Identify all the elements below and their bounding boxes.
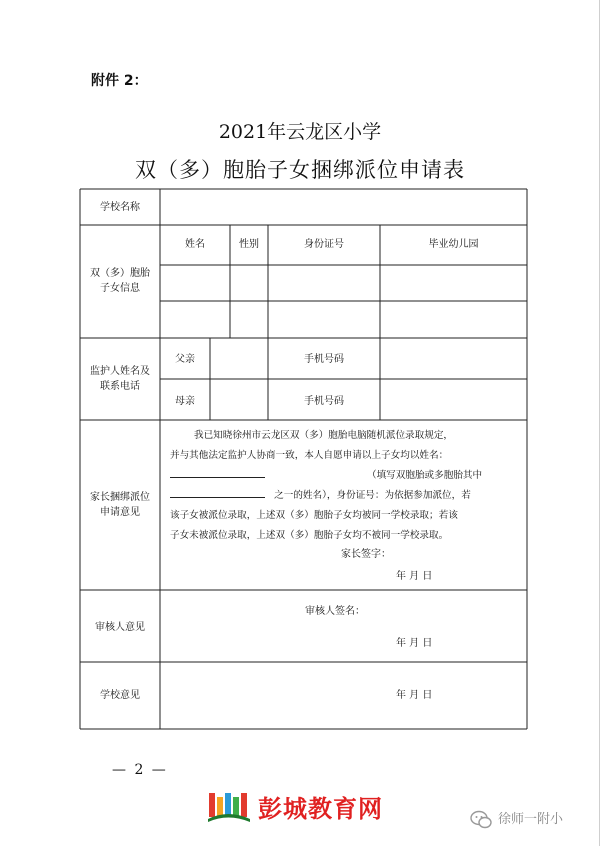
guardian-label <box>80 364 160 394</box>
parent-signature-label: 家长签字： <box>341 549 391 560</box>
statement-line-5: 该子女被派位录取，上述双（多）胞胎子女均被同一学校录取；若该 <box>170 510 458 521</box>
statement-line-3: （填写双胞胎或多胞胎其中 <box>170 466 522 486</box>
reviewer-opinion-label: 审核人意见 <box>95 622 145 633</box>
mother-phone-label: 手机号码 <box>304 396 344 407</box>
father-label: 父亲 <box>175 354 195 365</box>
children-info-label-line1: 双（多）胞胎 <box>90 268 150 279</box>
title-year-line: 2021年云龙区小学 <box>218 121 382 143</box>
reviewer-signature-label: 审核人签名： <box>305 606 365 617</box>
page-number: — 2 — <box>112 762 168 778</box>
school-name-label: 学校名称 <box>100 202 140 213</box>
parent-opinion-label <box>80 490 160 520</box>
children-info-label <box>80 266 160 296</box>
name-blank-line-2 <box>170 486 265 498</box>
logo-text: 彭城教育网 <box>258 795 383 823</box>
guardian-label-line1: 监护人姓名及 <box>90 366 150 377</box>
attachment-label: 附件 2： <box>91 73 148 89</box>
guardian-label-line2: 联系电话 <box>100 381 140 392</box>
parent-opinion-label-line2: 申请意见 <box>100 507 140 518</box>
school-opinion-date: 年 月 日 <box>396 690 433 701</box>
wechat-watermark <box>470 808 563 832</box>
statement-line-2: 并与其他法定监护人协商一致，本人自愿申请以上子女均以姓名： <box>170 450 449 461</box>
reviewer-date: 年 月 日 <box>396 638 433 649</box>
pengcheng-education-logo <box>206 787 466 827</box>
watermark-text: 徐师一附小 <box>498 812 564 827</box>
column-header-kindergarten: 毕业幼儿园 <box>428 239 479 250</box>
book-icon <box>206 787 252 825</box>
name-blank-line <box>170 466 265 478</box>
mother-label: 母亲 <box>175 396 195 407</box>
parent-opinion-label-line1: 家长捆绑派位 <box>90 492 150 503</box>
column-header-name: 姓名 <box>185 239 205 250</box>
statement-line-4: 之一的姓名），身份证号：为依据参加派位，若 <box>170 486 522 506</box>
column-header-id-number: 身份证号 <box>304 239 344 250</box>
school-opinion-label: 学校意见 <box>100 690 140 701</box>
wechat-icon <box>470 810 492 830</box>
statement-line-1: 我已知晓徐州市云龙区双（多）胞胎电脑随机派位录取规定， <box>194 430 454 441</box>
children-info-label-line2: 子女信息 <box>100 283 140 294</box>
column-header-gender: 性别 <box>239 239 259 250</box>
parent-signature-date: 年 月 日 <box>396 571 433 582</box>
statement-line-6: 子女未被派位录取，上述双（多）胞胎子女均不被同一学校录取。 <box>170 530 449 541</box>
father-phone-label: 手机号码 <box>304 354 344 365</box>
application-statement <box>170 426 522 546</box>
title-form-name: 双（多）胞胎子女捆绑派位申请表 <box>135 158 465 182</box>
